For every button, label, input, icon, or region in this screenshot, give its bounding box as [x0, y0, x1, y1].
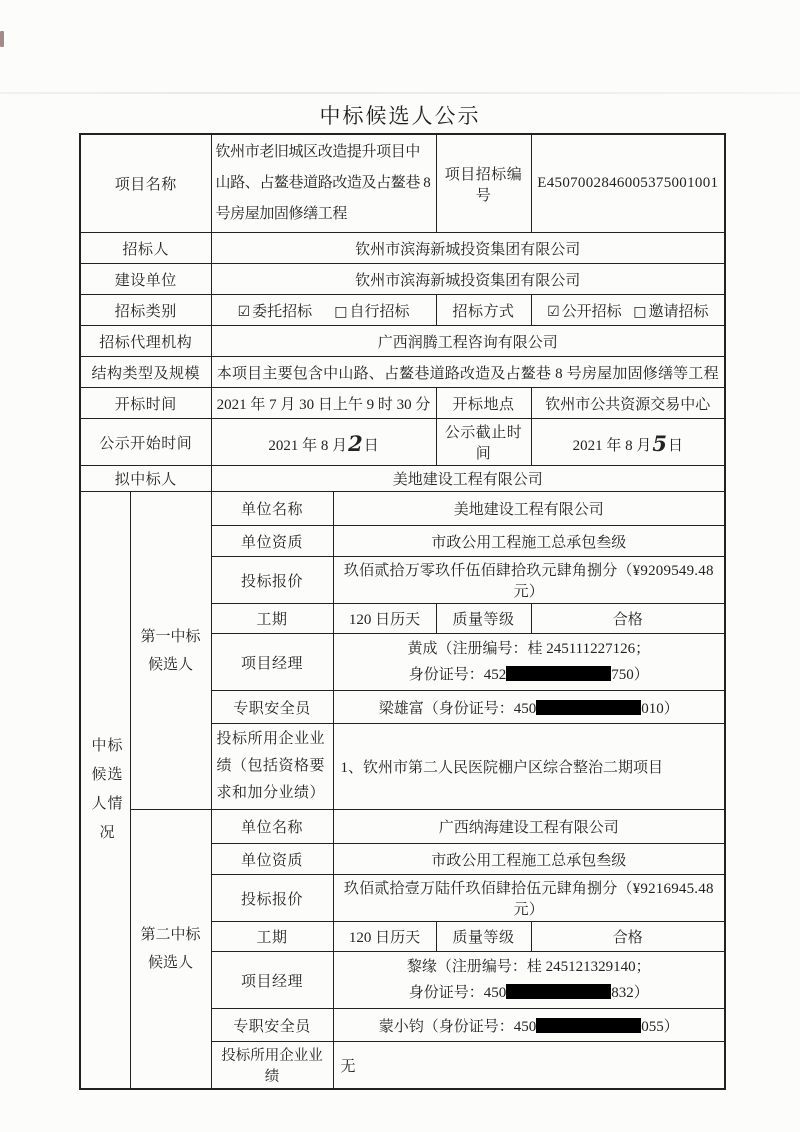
- handwritten-day: 2: [348, 430, 363, 456]
- manager-line1: 黄成（注册编号：桂 245111227126；: [407, 641, 651, 657]
- unchecked-checkbox-icon: □: [334, 303, 348, 320]
- table-row: [80, 492, 725, 526]
- redaction-bar: [536, 700, 641, 715]
- category-option-entrusted: [238, 300, 313, 321]
- bid-price-label: 投标报价: [211, 875, 333, 922]
- performance-label: 投标所用企业业绩（包括资格要求和加分业绩）: [211, 724, 333, 810]
- checked-checkbox-icon: ☑: [237, 303, 251, 320]
- category-options: [211, 295, 436, 326]
- bid-number-label: 项目招标编号: [436, 134, 531, 233]
- performance-value: 无: [333, 1042, 725, 1090]
- category-label: 招标类别: [80, 295, 211, 326]
- checkbox-label: 自行招标: [349, 303, 410, 320]
- builder-value: 钦州市滨海新城投资集团有限公司: [211, 264, 725, 295]
- performance-value: 1、钦州市第二人民医院棚户区综合整治二期项目: [333, 724, 725, 810]
- safety-officer-label: 专职安全员: [211, 1009, 333, 1042]
- open-place-label: 开标地点: [436, 388, 531, 419]
- table-row: [80, 810, 725, 844]
- table-row: [80, 233, 725, 264]
- table-row: [80, 134, 725, 233]
- safety-officer-value: 梁雄富（身份证号：450 010）: [333, 691, 725, 724]
- first-candidate-rank-label: 第一中标候选人: [130, 492, 211, 810]
- tenderer-value: 钦州市滨海新城投资集团有限公司: [211, 233, 725, 264]
- open-place-value: 钦州市公共资源交易中心: [531, 388, 725, 419]
- manager-line2: 身份证号：452 750）: [408, 667, 649, 683]
- method-option-open: [547, 300, 622, 321]
- publish-start-value: 2021 年 8 月2日: [211, 419, 436, 466]
- bid-number-value: E4507002846005375001001: [531, 134, 725, 233]
- checked-checkbox-icon: ☑: [547, 303, 560, 320]
- bid-price-value: 玖佰贰拾壹万陆仟玖佰肆拾伍元肆角捌分（¥9216945.48 元）: [333, 875, 725, 922]
- checkbox-label: 委托招标: [252, 303, 313, 320]
- quality-value: 合格: [531, 604, 725, 634]
- agency-label: 招标代理机构: [80, 326, 211, 357]
- open-time-label: 开标时间: [80, 388, 211, 419]
- quality-label: 质量等级: [436, 922, 531, 952]
- tenderer-label: 招标人: [80, 233, 211, 264]
- quality-value: 合格: [531, 922, 725, 952]
- table-row: [80, 326, 725, 357]
- agency-value: 广西润腾工程咨询有限公司: [211, 326, 725, 357]
- checkbox-label: 邀请招标: [648, 303, 709, 320]
- table-row: [80, 419, 725, 466]
- manager-line1: 黎缘（注册编号：桂 245121329140；: [406, 959, 651, 975]
- unit-name-label: 单位名称: [211, 492, 333, 526]
- category-option-self: [334, 300, 409, 321]
- project-name-label: 项目名称: [80, 134, 211, 233]
- scan-streak-line: [0, 92, 800, 94]
- unchecked-checkbox-icon: □: [633, 303, 647, 320]
- proposed-winner-value: 美地建设工程有限公司: [211, 466, 725, 492]
- unit-name-label: 单位名称: [211, 810, 333, 844]
- table-row: [80, 295, 725, 326]
- redaction-bar: [506, 666, 611, 681]
- unit-qualification-value: 市政公用工程施工总承包叁级: [333, 526, 725, 557]
- manager-value: [333, 952, 725, 1009]
- unit-qualification-label: 单位资质: [211, 526, 333, 557]
- method-option-invite: [633, 300, 708, 321]
- performance-label: 投标所用企业业绩: [211, 1042, 333, 1090]
- duration-value: 120 日历天: [333, 922, 436, 952]
- unit-qualification-value: 市政公用工程施工总承包叁级: [333, 844, 725, 875]
- table-row: [80, 357, 725, 388]
- unit-name-value: 美地建设工程有限公司: [333, 492, 725, 526]
- method-options: [531, 295, 725, 326]
- page-title: 中标候选人公示: [319, 104, 481, 128]
- bid-price-value: 玖佰贰拾万零玖仟伍佰肆拾玖元肆角捌分（¥9209549.48 元）: [333, 557, 725, 604]
- structure-value: 本项目主要包含中山路、占鳌巷道路改造及占鳌巷 8 号房屋加固修缮等工程: [211, 357, 725, 388]
- safety-officer-label: 专职安全员: [211, 691, 333, 724]
- table-row: [80, 466, 725, 492]
- handwritten-day: 5: [652, 430, 667, 456]
- manager-line2: 身份证号：450 832）: [408, 985, 649, 1001]
- second-candidate-rank-label: 第二中标候选人: [130, 810, 211, 1090]
- proposed-winner-label: 拟中标人: [80, 466, 211, 492]
- duration-label: 工期: [211, 604, 333, 634]
- bid-announcement-table: [79, 133, 726, 1090]
- table-row: [80, 264, 725, 295]
- open-time-value: 2021 年 7 月 30 日上午 9 时 30 分: [211, 388, 436, 419]
- checkbox-label: 公开招标: [561, 303, 622, 320]
- manager-label: 项目经理: [211, 952, 333, 1009]
- builder-label: 建设单位: [80, 264, 211, 295]
- publish-end-label: 公示截止时间: [436, 419, 531, 466]
- bid-price-label: 投标报价: [211, 557, 333, 604]
- duration-label: 工期: [211, 922, 333, 952]
- redaction-bar: [506, 984, 611, 999]
- publish-end-value: 2021 年 8 月5日: [531, 419, 725, 466]
- duration-value: 120 日历天: [333, 604, 436, 634]
- unit-qualification-label: 单位资质: [211, 844, 333, 875]
- candidates-section-label: 中标候选人情况: [80, 492, 130, 1090]
- publish-start-label: 公示开始时间: [80, 419, 211, 466]
- scan-artifact-mark: [0, 31, 4, 47]
- unit-name-value: 广西纳海建设工程有限公司: [333, 810, 725, 844]
- project-name-value: 钦州市老旧城区改造提升项目中山路、占鳌巷道路改造及占鳌巷 8 号房屋加固修缮工程: [211, 134, 436, 233]
- safety-officer-value: 蒙小钧（身份证号：450 055）: [333, 1009, 725, 1042]
- structure-label: 结构类型及规模: [80, 357, 211, 388]
- manager-value: [333, 634, 725, 691]
- manager-label: 项目经理: [211, 634, 333, 691]
- method-label: 招标方式: [436, 295, 531, 326]
- quality-label: 质量等级: [436, 604, 531, 634]
- redaction-bar: [536, 1018, 641, 1033]
- table-row: [80, 388, 725, 419]
